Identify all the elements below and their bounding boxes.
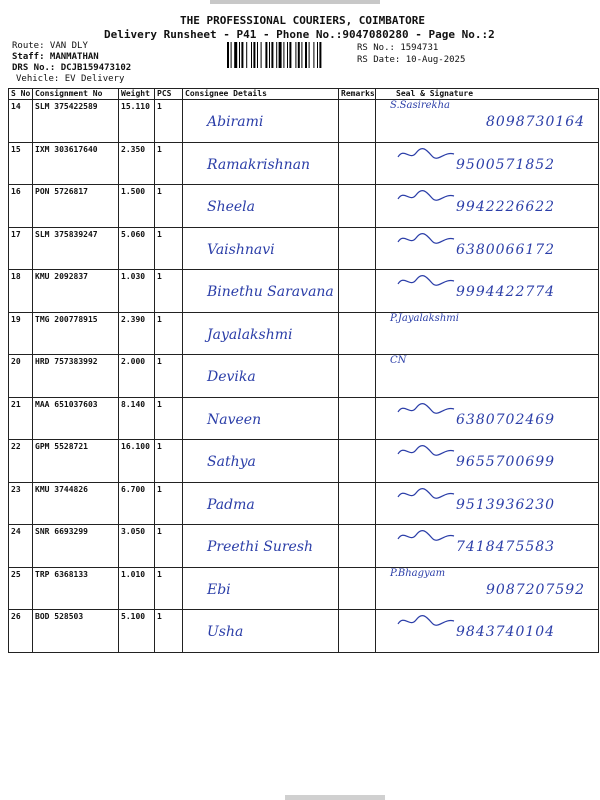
sno-cell: 25 [9,567,33,610]
pcs-cell: 1 [155,567,183,610]
consignment-cell: GPM 5528721 [33,440,119,483]
weight-cell: 5.060 [119,227,155,270]
runsheet-table [8,88,599,653]
phone-number: 9087207592 [486,581,586,598]
pcs-cell: 1 [155,525,183,568]
pcs-cell: 1 [155,100,183,143]
consignee-name: Ebi [207,581,231,598]
signature-scribble [396,274,456,288]
table-row [9,482,599,525]
consignee-cell [183,100,339,143]
phone-number: 6380702469 [456,411,556,428]
sno-cell: 26 [9,610,33,653]
signature-scribble [396,189,456,203]
top-scan-mark [210,0,380,4]
table-row [9,525,599,568]
table-row [9,355,599,398]
signature-scribble [396,402,456,416]
consignee-name: Sathya [207,454,256,470]
weight-cell: 1.500 [119,185,155,228]
consignee-name: Usha [207,624,244,640]
sno-cell: 16 [9,185,33,228]
pcs-cell: 1 [155,397,183,440]
pcs-cell: 1 [155,185,183,228]
consignee-cell [183,567,339,610]
pcs-cell: 1 [155,227,183,270]
col-pcs: PCS [155,89,183,100]
sno-cell: 14 [9,100,33,143]
table-row [9,312,599,355]
signature-cell [376,270,599,313]
signature-scribble [396,232,456,246]
consignee-cell [183,227,339,270]
col-weight: Weight [119,89,155,100]
barcode [227,42,352,68]
route-label: Route: VAN DLY [12,41,88,51]
consignment-cell: TMG 200778915 [33,312,119,355]
consignment-cell: HRD 757383992 [33,355,119,398]
signature-cell [376,525,599,568]
col-consignee: Consignee Details [183,89,339,100]
col-remarks: Remarks [339,89,376,100]
signature-scribble [396,529,456,543]
pcs-cell: 1 [155,610,183,653]
consignee-name: Binethu Saravana [207,284,334,300]
weight-cell: 1.030 [119,270,155,313]
signature-scribble [396,147,456,161]
table-row [9,227,599,270]
consignee-cell [183,185,339,228]
consignment-cell: IXM 303617640 [33,142,119,185]
consignee-name: Jayalakshmi [207,326,293,343]
consignee-cell [183,525,339,568]
weight-cell: 2.350 [119,142,155,185]
sno-cell: 15 [9,142,33,185]
consignee-name: Devika [207,369,256,385]
signature-cell [376,440,599,483]
phone-number: 9843740104 [456,624,556,640]
consignment-cell: KMU 2092837 [33,270,119,313]
table-row [9,142,599,185]
consignee-cell [183,440,339,483]
consignee-name: Vaishnavi [207,241,275,258]
phone-number: 9942226622 [456,199,556,215]
consignment-cell: KMU 3744826 [33,482,119,525]
weight-cell: 3.050 [119,525,155,568]
consignee-cell [183,397,339,440]
consignment-cell: SLM 375839247 [33,227,119,270]
consignment-cell: TRP 6368133 [33,567,119,610]
drs-number: DRS No.: DCJB159473102 [12,63,132,73]
remarks-cell [339,312,376,355]
signature-cell [376,142,599,185]
phone-number: 9513936230 [456,496,556,513]
signature-text: S.Sasirekha [390,100,450,111]
phone-number: 7418475583 [456,539,556,555]
pcs-cell: 1 [155,312,183,355]
table-row [9,440,599,483]
pcs-cell: 1 [155,142,183,185]
signature-scribble [396,444,456,458]
phone-number: 8098730164 [486,114,586,130]
consignee-cell [183,142,339,185]
table-row [9,100,599,143]
remarks-cell [339,270,376,313]
phone-number: 9500571852 [456,156,556,173]
weight-cell: 16.100 [119,440,155,483]
sno-cell: 21 [9,397,33,440]
col-consignment: Consignment No [33,89,119,100]
remarks-cell [339,185,376,228]
table-row [9,397,599,440]
consignee-name: Padma [207,496,255,513]
signature-cell [376,567,599,610]
signature-cell [376,355,599,398]
pcs-cell: 1 [155,270,183,313]
remarks-cell [339,567,376,610]
consignee-cell [183,610,339,653]
table-row [9,270,599,313]
consignee-cell [183,355,339,398]
phone-number: 6380066172 [456,241,556,258]
sno-cell: 24 [9,525,33,568]
rs-date: RS Date: 10-Aug-2025 [357,55,466,65]
signature-scribble [396,614,456,628]
consignment-cell: SNR 6693299 [33,525,119,568]
sno-cell: 22 [9,440,33,483]
signature-cell [376,227,599,270]
remarks-cell [339,355,376,398]
staff-label: Staff: MANMATHAN [12,52,99,62]
consignee-name: Abirami [207,114,264,130]
signature-text: P.Jayalakshmi [390,312,459,324]
sno-cell: 19 [9,312,33,355]
pcs-cell: 1 [155,482,183,525]
signature-cell [376,312,599,355]
signature-cell [376,100,599,143]
consignment-cell: SLM 375422589 [33,100,119,143]
phone-number: 9655700699 [456,454,556,470]
signature-scribble [396,487,456,501]
signature-cell [376,185,599,228]
weight-cell: 15.110 [119,100,155,143]
company-title: THE PROFESSIONAL COURIERS, COIMBATORE [180,14,426,27]
signature-cell [376,482,599,525]
sno-cell: 23 [9,482,33,525]
table-row [9,185,599,228]
table-header-row [9,89,599,100]
sno-cell: 17 [9,227,33,270]
col-sno: S No [9,89,33,100]
sno-cell: 18 [9,270,33,313]
signature-cell [376,610,599,653]
weight-cell: 2.000 [119,355,155,398]
table-row [9,567,599,610]
table-row [9,610,599,653]
consignee-cell [183,270,339,313]
vehicle-label: Vehicle: EV Delivery [16,74,125,84]
weight-cell: 6.700 [119,482,155,525]
remarks-cell [339,397,376,440]
sno-cell: 20 [9,355,33,398]
weight-cell: 2.390 [119,312,155,355]
consignee-name: Sheela [207,199,256,215]
signature-text: P.Bhagyam [390,567,446,579]
remarks-cell [339,482,376,525]
consignee-name: Preethi Suresh [207,539,314,555]
signature-cell [376,397,599,440]
remarks-cell [339,142,376,185]
bottom-scan-mark [285,795,385,800]
remarks-cell [339,227,376,270]
runsheet-subtitle: Delivery Runsheet - P41 - Phone No.:9047080280 - Page No.:2 [104,28,495,41]
rs-number: RS No.: 1594731 [357,43,439,53]
consignee-name: Naveen [207,411,262,428]
consignment-cell: PON 5726817 [33,185,119,228]
remarks-cell [339,100,376,143]
consignment-cell: BOD 528503 [33,610,119,653]
weight-cell: 1.010 [119,567,155,610]
col-signature: Seal & Signature [376,89,599,100]
pcs-cell: 1 [155,355,183,398]
remarks-cell [339,610,376,653]
remarks-cell [339,440,376,483]
pcs-cell: 1 [155,440,183,483]
consignee-cell [183,482,339,525]
signature-text: CN [390,355,407,366]
consignee-name: Ramakrishnan [207,156,311,173]
remarks-cell [339,525,376,568]
consignment-cell: MAA 651037603 [33,397,119,440]
phone-number: 9994422774 [456,284,556,300]
weight-cell: 5.100 [119,610,155,653]
consignee-cell [183,312,339,355]
weight-cell: 8.140 [119,397,155,440]
